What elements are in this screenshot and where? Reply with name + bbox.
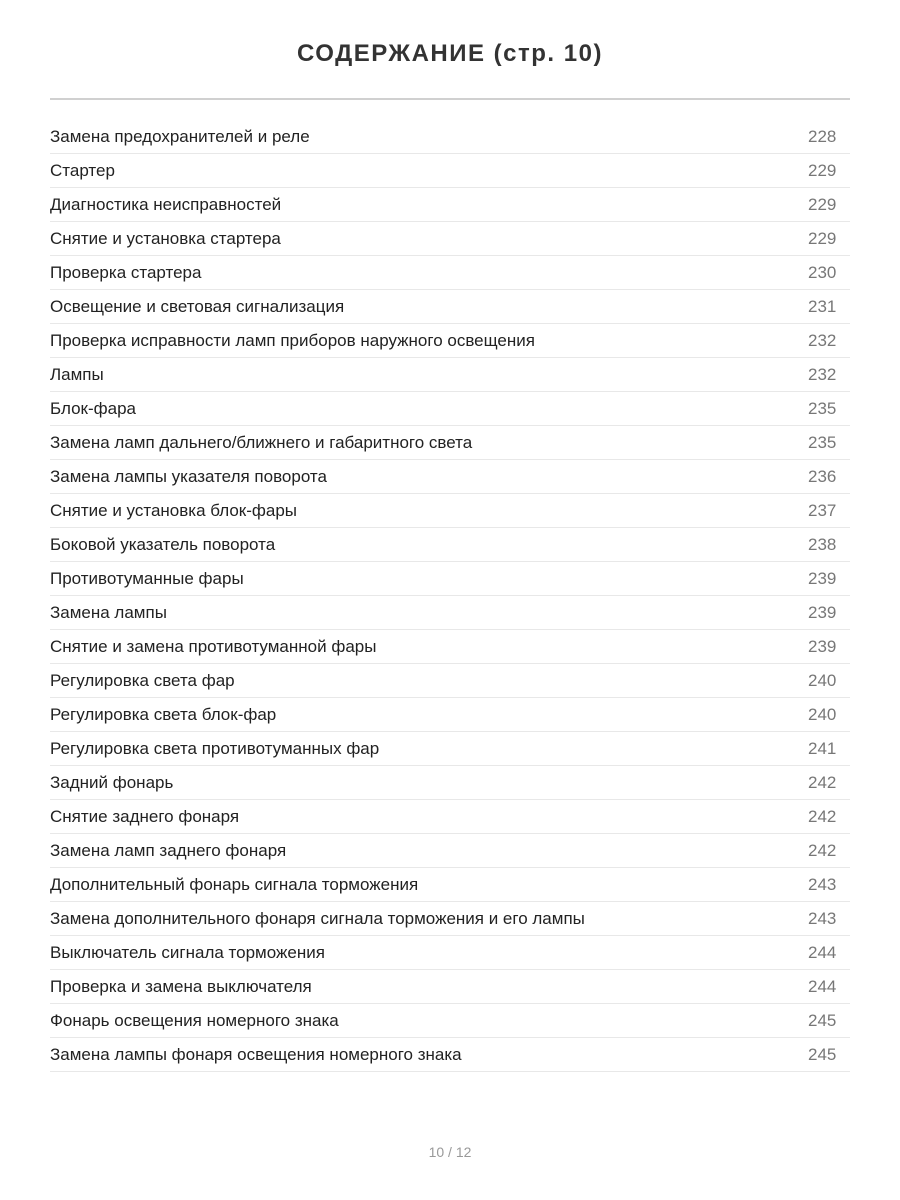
toc-entry-page: 241 xyxy=(808,739,837,758)
toc-entry-title: Боковой указатель поворота xyxy=(50,535,276,554)
toc-entry[interactable] xyxy=(50,256,850,290)
toc-entry[interactable] xyxy=(50,120,850,154)
toc-entry-page: 242 xyxy=(808,773,837,792)
toc-entry-title: Снятие и установка стартера xyxy=(50,229,281,248)
toc-entry[interactable] xyxy=(50,494,850,528)
toc-entry-title: Замена ламп дальнего/ближнего и габаритного света xyxy=(50,433,473,452)
toc-entry-page: 243 xyxy=(808,875,837,894)
toc-entry-page: 232 xyxy=(808,365,837,384)
toc-entry[interactable] xyxy=(50,766,850,800)
toc-entry-page: 240 xyxy=(808,671,837,690)
toc-entry-title: Освещение и световая сигнализация xyxy=(50,297,345,316)
toc-entry[interactable] xyxy=(50,154,850,188)
toc-entry[interactable] xyxy=(50,324,850,358)
toc-entry-page: 231 xyxy=(808,297,837,316)
toc-entry[interactable] xyxy=(50,188,850,222)
toc-entry-page: 245 xyxy=(808,1011,837,1030)
toc-entry[interactable] xyxy=(50,1038,850,1072)
toc-entry-page: 242 xyxy=(808,841,837,860)
toc-entry-title: Регулировка света блок-фар xyxy=(50,705,277,724)
toc-entry-title: Задний фонарь xyxy=(50,773,174,792)
toc-entry[interactable] xyxy=(50,392,850,426)
toc-entry-title: Проверка стартера xyxy=(50,263,202,282)
toc-entry-page: 239 xyxy=(808,569,837,588)
title-divider xyxy=(50,98,850,100)
toc-entry-page: 238 xyxy=(808,535,837,554)
toc-entry-page: 229 xyxy=(808,161,837,180)
toc-entry[interactable] xyxy=(50,698,850,732)
toc-entry[interactable] xyxy=(50,596,850,630)
toc-entry-page: 239 xyxy=(808,603,837,622)
toc-entry-title: Замена предохранителей и реле xyxy=(50,127,310,146)
toc-entry[interactable] xyxy=(50,630,850,664)
toc-entry[interactable] xyxy=(50,936,850,970)
toc-entry[interactable] xyxy=(50,222,850,256)
toc-entry-title: Замена дополнительного фонаря сигнала торможения и его лампы xyxy=(50,909,585,928)
toc-entry-title: Проверка исправности ламп приборов наружного освещения xyxy=(50,331,535,350)
toc-entry-title: Лампы xyxy=(50,365,104,384)
toc-entry-page: 242 xyxy=(808,807,837,826)
toc-entry[interactable] xyxy=(50,868,850,902)
toc-entry-page: 235 xyxy=(808,399,837,418)
toc-entry[interactable] xyxy=(50,562,850,596)
toc-entry-page: 243 xyxy=(808,909,837,928)
toc-entry-title: Дополнительный фонарь сигнала торможения xyxy=(50,875,419,894)
toc-entry-page: 237 xyxy=(808,501,837,520)
toc-entry-page: 229 xyxy=(808,195,837,214)
toc-entry-title: Блок-фара xyxy=(50,399,136,418)
toc-entry-title: Замена ламп заднего фонаря xyxy=(50,841,287,860)
toc-entry-title: Снятие и установка блок-фары xyxy=(50,501,298,520)
toc-entry-title: Замена лампы фонаря освещения номерного знака xyxy=(50,1045,462,1064)
toc-entry[interactable] xyxy=(50,1004,850,1038)
toc-entry-page: 239 xyxy=(808,637,837,656)
toc-entry-page: 228 xyxy=(808,127,837,146)
toc-entry[interactable] xyxy=(50,358,850,392)
toc-entry-page: 244 xyxy=(808,943,837,962)
toc-entry[interactable] xyxy=(50,800,850,834)
toc-entry[interactable] xyxy=(50,426,850,460)
toc-entry-title: Замена лампы указателя поворота xyxy=(50,467,327,486)
page-indicator: 10 / 12 xyxy=(428,1144,472,1160)
toc-entry-title: Противотуманные фары xyxy=(50,569,244,588)
toc-entry-page: 229 xyxy=(808,229,837,248)
toc-entry-title: Регулировка света противотуманных фар xyxy=(50,739,380,758)
toc-entry[interactable] xyxy=(50,970,850,1004)
toc-entry[interactable] xyxy=(50,528,850,562)
toc-entry-title: Снятие заднего фонаря xyxy=(50,807,240,826)
toc-entry-title: Выключатель сигнала торможения xyxy=(50,943,325,962)
toc-entry-page: 230 xyxy=(808,263,837,282)
toc-entry[interactable] xyxy=(50,902,850,936)
toc-entry-title: Диагностика неисправностей xyxy=(50,195,282,214)
toc-entry-page: 232 xyxy=(808,331,837,350)
toc-list xyxy=(50,120,850,1072)
toc-entry[interactable] xyxy=(50,732,850,766)
page-title: СОДЕРЖАНИЕ (стр. 10) xyxy=(297,40,603,67)
toc-entry-title: Замена лампы xyxy=(50,603,167,622)
toc-entry[interactable] xyxy=(50,290,850,324)
toc-entry[interactable] xyxy=(50,460,850,494)
toc-entry-title: Стартер xyxy=(50,161,115,180)
toc-entry-title: Проверка и замена выключателя xyxy=(50,977,312,996)
toc-entry-page: 244 xyxy=(808,977,837,996)
toc-entry-page: 236 xyxy=(808,467,837,486)
toc-entry[interactable] xyxy=(50,664,850,698)
toc-entry-page: 240 xyxy=(808,705,837,724)
toc-entry[interactable] xyxy=(50,834,850,868)
toc-entry-page: 235 xyxy=(808,433,837,452)
toc-entry-title: Регулировка света фар xyxy=(50,671,235,690)
toc-entry-title: Снятие и замена противотуманной фары xyxy=(50,637,377,656)
toc-entry-title: Фонарь освещения номерного знака xyxy=(50,1011,339,1030)
toc-entry-page: 245 xyxy=(808,1045,837,1064)
